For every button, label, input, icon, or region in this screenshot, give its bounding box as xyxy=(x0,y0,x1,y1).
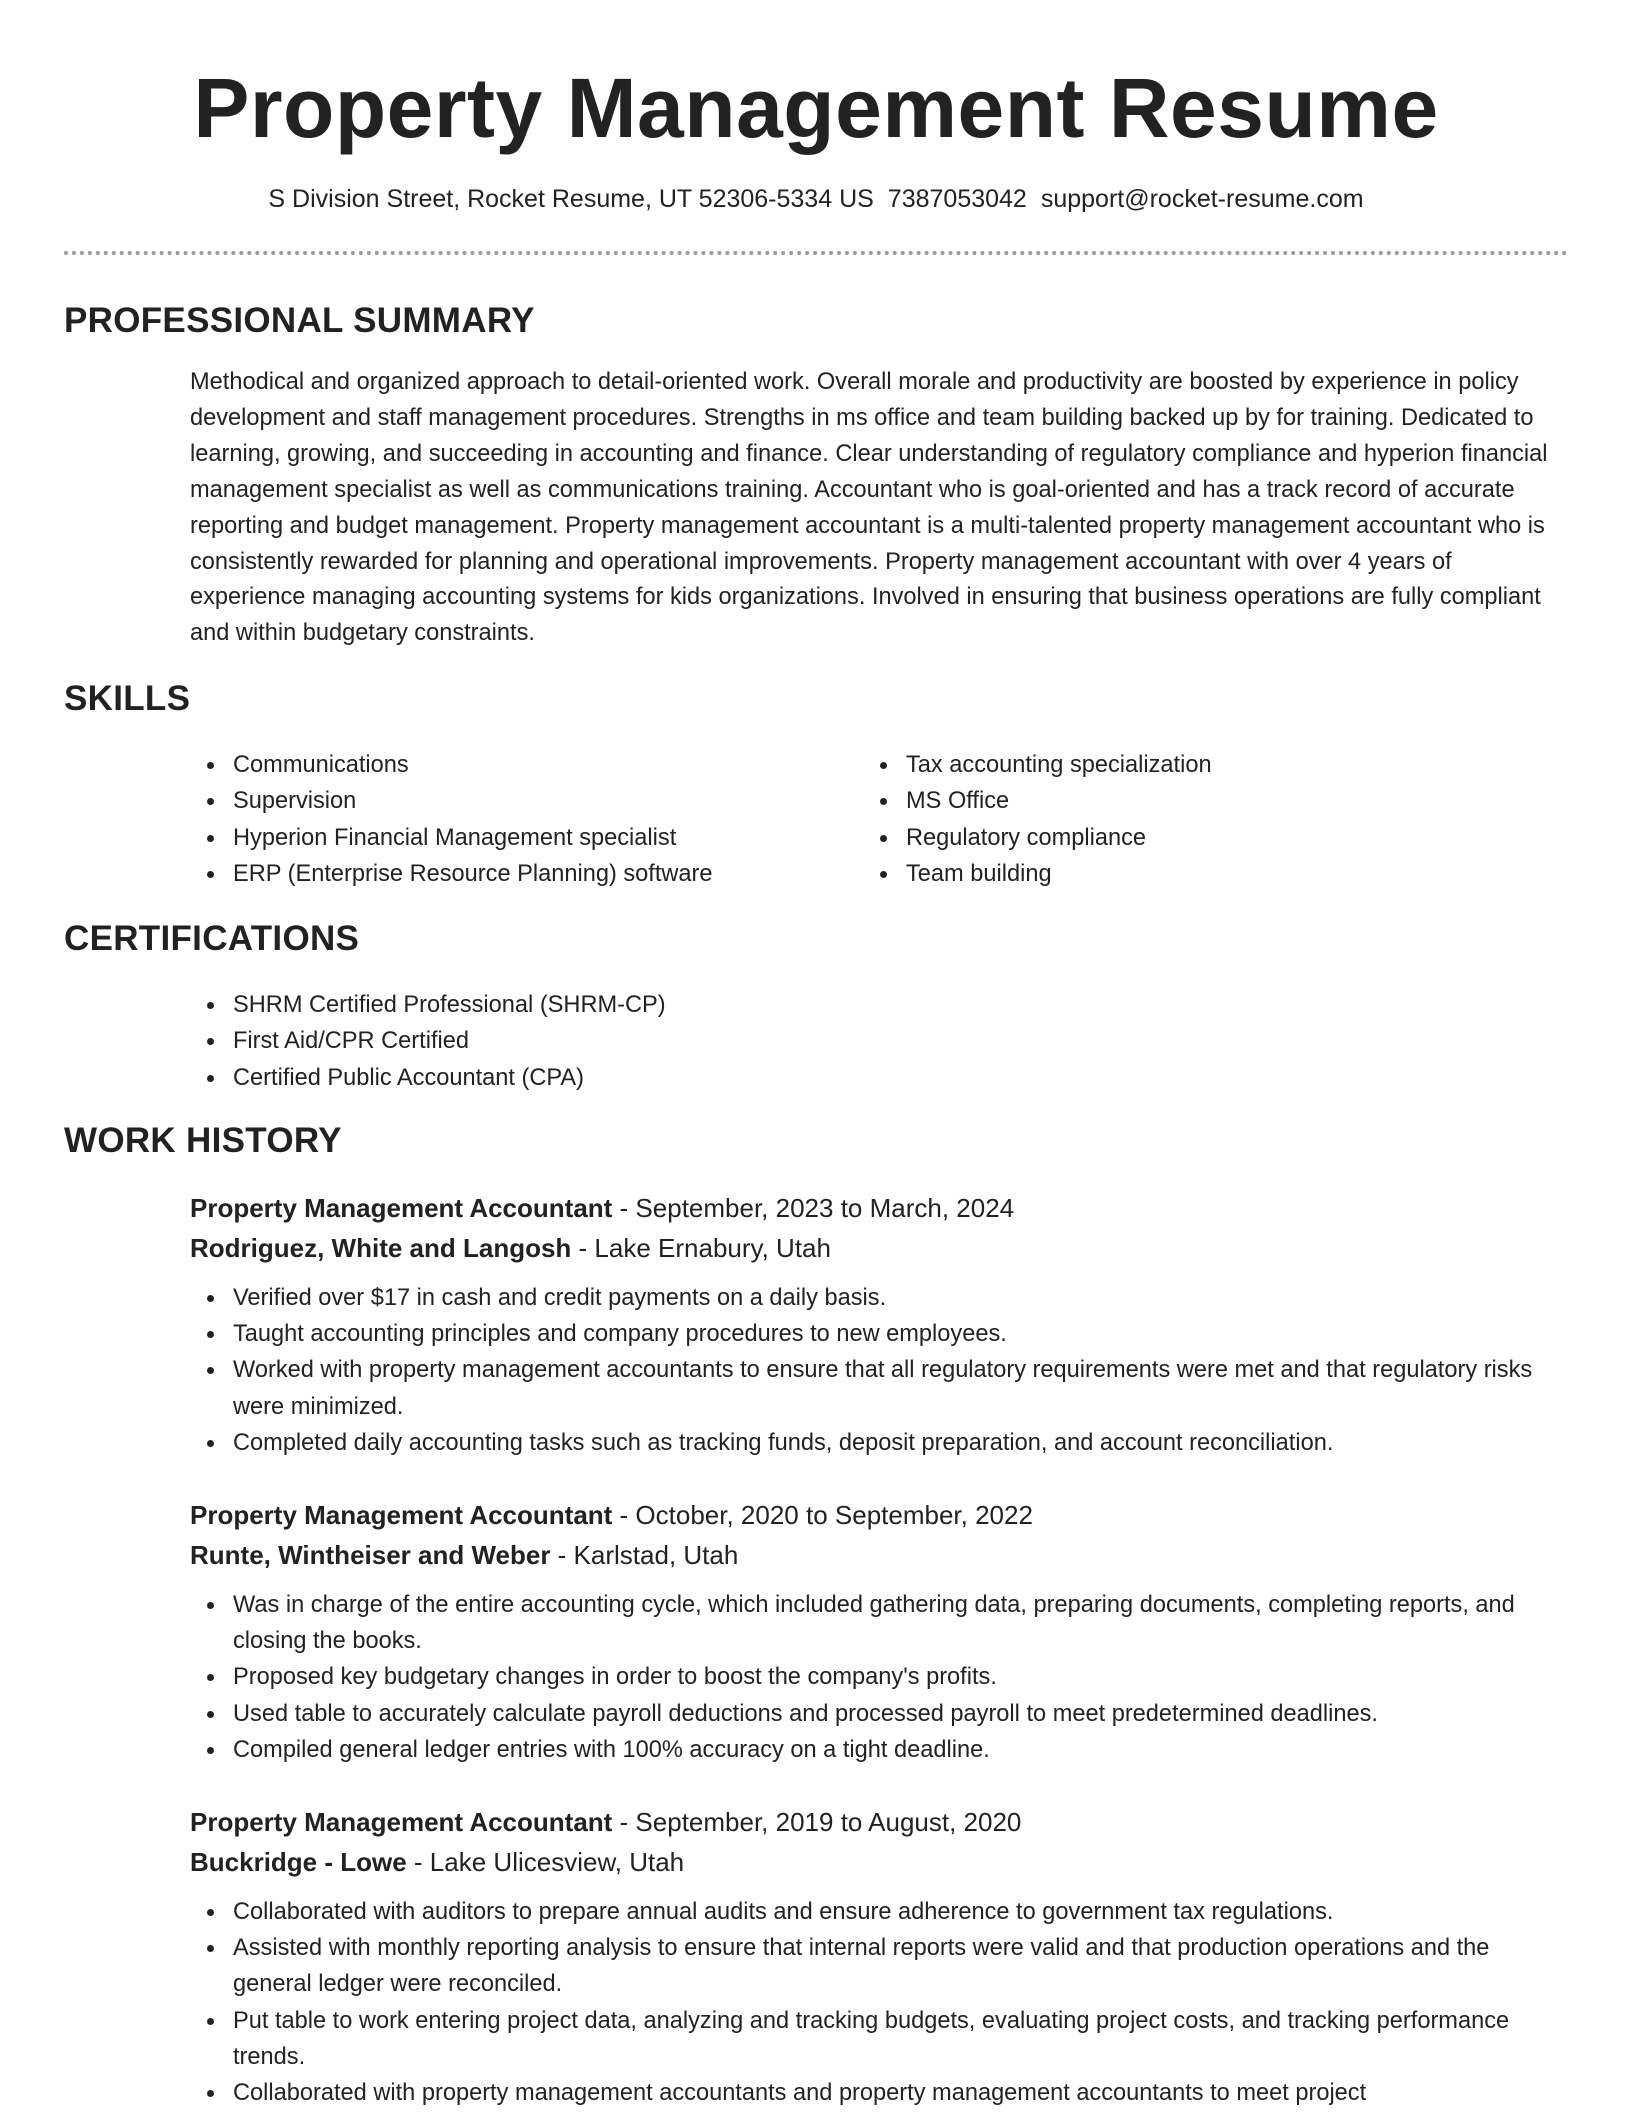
contact-address: S Division Street, Rocket Resume, UT 52306-5334 US xyxy=(268,185,874,213)
job-title: Property Management Accountant xyxy=(190,1193,613,1223)
list-item: Supervision xyxy=(190,783,713,819)
contact-email: support@rocket-resume.com xyxy=(1040,185,1364,213)
job-location: - Karlstad, Utah xyxy=(550,1540,739,1570)
list-item: Certified Public Accountant (CPA) xyxy=(190,1060,666,1096)
job-dates: - September, 2023 to March, 2024 xyxy=(612,1193,1015,1223)
section-heading-certifications: CERTIFICATIONS xyxy=(64,919,360,958)
resume-title: Property Management Resume xyxy=(193,61,1439,155)
section-heading-skills: SKILLS xyxy=(64,679,191,718)
job-company-line xyxy=(190,1842,1570,1882)
summary-text: Methodical and organized approach to detail-oriented work. Overall morale and productivity are boosted by experience in policy development and staff management procedures. Strengths in ms office and team building backed up by for training. Dedicated to learning, growing, and succeeding in accounting and finance. Clear understanding of regulatory compliance and hyperion financial management specialist as well as communications training. Accountant who is goal-oriented and has a track record of accurate reporting and budget management. Property management accountant is a multi-talented property management accountant who is consistently rewarded for planning and operational improvements. Property management accountant with over 4 years of experience managing accounting systems for kids organizations. Involved in ensuring that business operations are fully compliant and within budgetary constraints. xyxy=(190,369,1548,647)
list-item: MS Office xyxy=(863,783,1212,819)
job-dates: - October, 2020 to September, 2022 xyxy=(612,1500,1033,1530)
job-company-line xyxy=(190,1228,1570,1268)
job-bullets xyxy=(190,1280,1570,1461)
list-item: Collaborated with auditors to prepare annual audits and ensure adherence to government tax regulations. xyxy=(190,1894,1570,1930)
list-item: ERP (Enterprise Resource Planning) software xyxy=(190,856,713,892)
job-title-line xyxy=(190,1495,1570,1535)
skills-list-right xyxy=(863,747,1212,893)
list-item: Completed daily accounting tasks such as tracking funds, deposit preparation, and account reconciliation. xyxy=(190,1425,1570,1461)
list-item: Used table to accurately calculate payroll deductions and processed payroll to meet predetermined deadlines. xyxy=(190,1696,1570,1732)
list-item: Worked with property management accountants to ensure that all regulatory requirements were met and that regulatory risks were minimized. xyxy=(190,1352,1570,1424)
job-title-line xyxy=(190,1802,1570,1842)
list-item: Tax accounting specialization xyxy=(863,747,1212,783)
job-company: Buckridge - Lowe xyxy=(190,1847,407,1877)
job-bullets xyxy=(190,1587,1570,1768)
header-divider xyxy=(64,251,1568,255)
job-location: - Lake Ernabury, Utah xyxy=(571,1233,831,1263)
job-location: - Lake Ulicesview, Utah xyxy=(406,1847,685,1877)
list-item: Proposed key budgetary changes in order to boost the company's profits. xyxy=(190,1659,1570,1695)
list-item: Collaborated with property management accountants and property management accountants to meet project xyxy=(190,2075,1570,2111)
section-heading-work-history: WORK HISTORY xyxy=(64,1121,342,1160)
list-item: Verified over $17 in cash and credit payments on a daily basis. xyxy=(190,1280,1570,1316)
contact-phone: 7387053042 xyxy=(887,185,1027,213)
list-item: Taught accounting principles and company procedures to new employees. xyxy=(190,1316,1570,1352)
contact-line xyxy=(0,182,1632,216)
job-entry xyxy=(190,1188,1570,1461)
job-title-line xyxy=(190,1188,1570,1228)
list-item: Assisted with monthly reporting analysis to ensure that internal reports were valid and that production operations and the general ledger were reconciled. xyxy=(190,1930,1570,2002)
list-item: SHRM Certified Professional (SHRM-CP) xyxy=(190,987,666,1023)
job-entry xyxy=(190,1495,1570,1768)
skills-list-left xyxy=(190,747,713,893)
job-company-line xyxy=(190,1535,1570,1575)
certifications-list xyxy=(190,987,666,1096)
list-item: Hyperion Financial Management specialist xyxy=(190,820,713,856)
list-item: Regulatory compliance xyxy=(863,820,1212,856)
job-dates: - September, 2019 to August, 2020 xyxy=(612,1807,1022,1837)
job-title: Property Management Accountant xyxy=(190,1500,613,1530)
job-title: Property Management Accountant xyxy=(190,1807,613,1837)
list-item: Communications xyxy=(190,747,713,783)
section-heading-summary: PROFESSIONAL SUMMARY xyxy=(64,301,535,340)
list-item: First Aid/CPR Certified xyxy=(190,1023,666,1059)
job-entry xyxy=(190,1802,1570,2111)
list-item: Compiled general ledger entries with 100% accuracy on a tight deadline. xyxy=(190,1732,1570,1768)
list-item: Team building xyxy=(863,856,1212,892)
job-bullets xyxy=(190,1894,1570,2111)
job-company: Rodriguez, White and Langosh xyxy=(190,1233,572,1263)
job-company: Runte, Wintheiser and Weber xyxy=(190,1540,551,1570)
list-item: Put table to work entering project data, analyzing and tracking budgets, evaluating project costs, and tracking performance trends. xyxy=(190,2003,1570,2075)
list-item: Was in charge of the entire accounting cycle, which included gathering data, preparing documents, completing reports, and closing the books. xyxy=(190,1587,1570,1659)
